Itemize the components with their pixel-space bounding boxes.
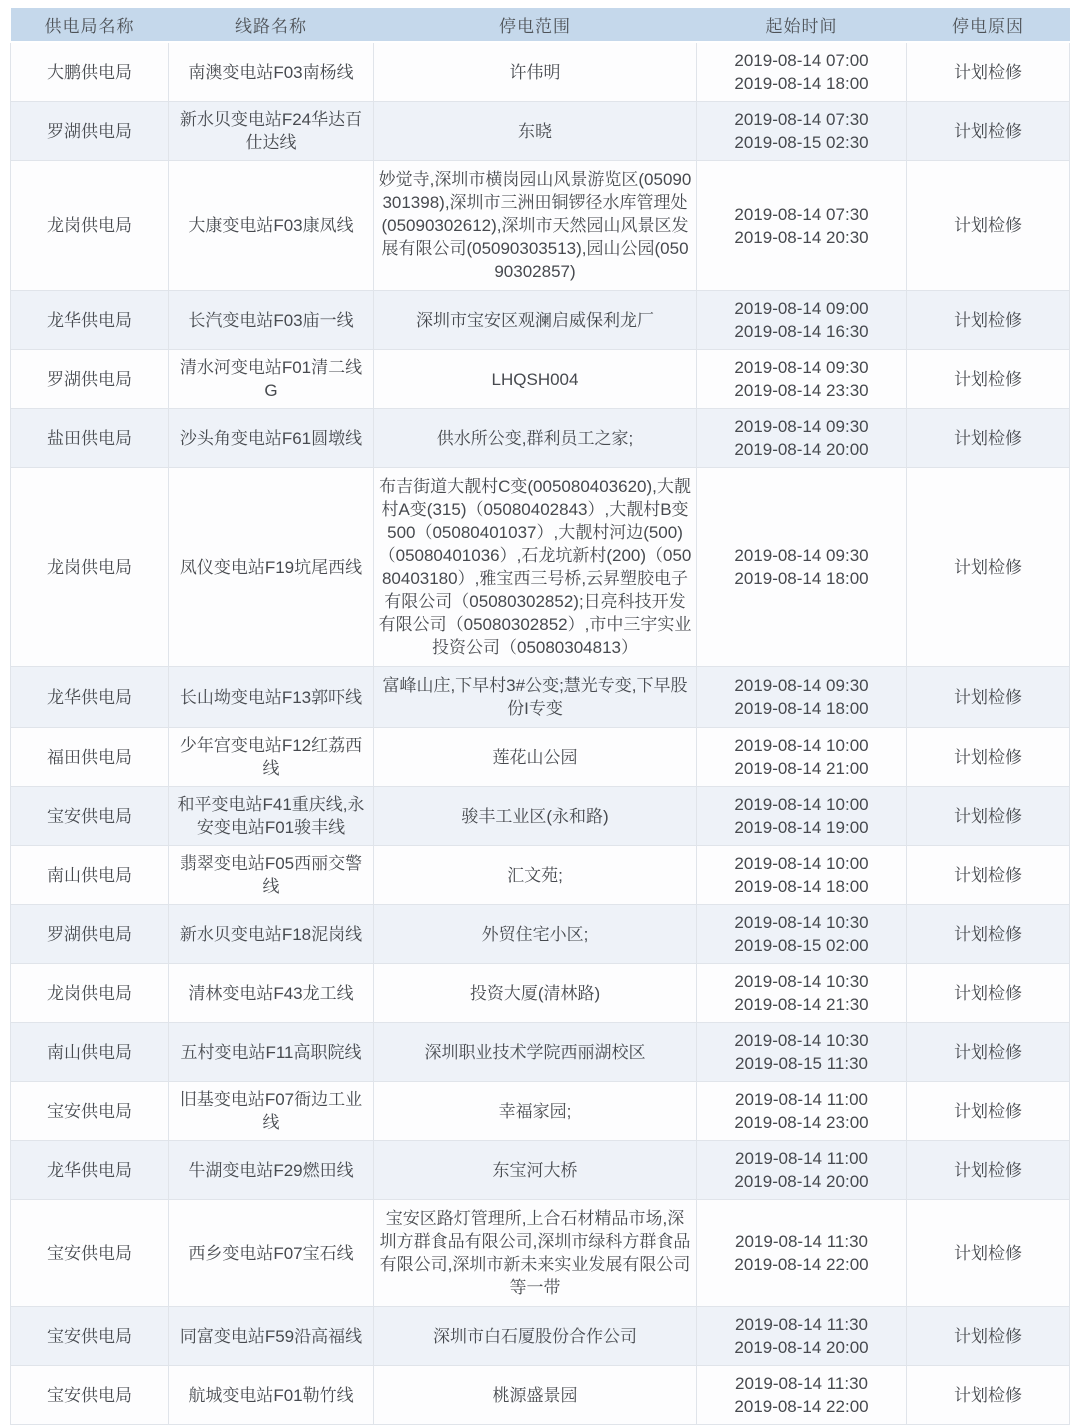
cell-time-range [697, 102, 907, 161]
cell-outage-reason: 计划检修 [907, 161, 1070, 291]
cell-bureau-name: 大鹏供电局 [11, 42, 169, 102]
cell-time-range [697, 161, 907, 291]
table-row [11, 291, 1070, 350]
start-time: 2019-08-14 11:00 [735, 1090, 868, 1109]
cell-outage-scope: 幸福家园; [374, 1082, 697, 1141]
table-row [11, 1141, 1070, 1200]
cell-line-name: 大康变电站F03康凤线 [169, 161, 374, 291]
cell-bureau-name: 宝安供电局 [11, 1082, 169, 1141]
table-row [11, 1200, 1070, 1307]
table-row [11, 161, 1070, 291]
cell-line-name: 和平变电站F41重庆线,永安变电站F01骏丰线 [169, 787, 374, 846]
cell-line-name: 清林变电站F43龙工线 [169, 964, 374, 1023]
cell-outage-scope: 莲花山公园 [374, 728, 697, 787]
cell-outage-scope: 东宝河大桥 [374, 1141, 697, 1200]
cell-bureau-name: 宝安供电局 [11, 1307, 169, 1366]
cell-line-name: 长汽变电站F03庙一线 [169, 291, 374, 350]
end-time: 2019-08-14 23:30 [734, 381, 869, 400]
cell-time-range [697, 1023, 907, 1082]
end-time: 2019-08-14 16:30 [734, 322, 869, 341]
cell-outage-reason: 计划检修 [907, 1023, 1070, 1082]
end-time: 2019-08-14 22:00 [734, 1397, 869, 1416]
cell-outage-scope: 布吉街道大靓村C变(005080403620),大靓村A变(315)（05080402843）,大靓村B变500（05080401037）,大靓村河边(500)（05080401036）,石龙坑新村(200)（05080403180）,雅宝西三号桥,云昇塑胶电子有限公司（05080302852);日亮科技开发有限公司（05080302852）,市中三宇实业投资公司（05080304813） [374, 468, 697, 667]
cell-line-name: 凤仪变电站F19坑尾西线 [169, 468, 374, 667]
start-time: 2019-08-14 11:30 [735, 1315, 868, 1334]
start-time: 2019-08-14 09:30 [734, 676, 869, 695]
end-time: 2019-08-14 18:00 [734, 569, 869, 588]
cell-bureau-name: 龙华供电局 [11, 667, 169, 728]
end-time: 2019-08-15 11:30 [735, 1054, 868, 1073]
cell-outage-reason: 计划检修 [907, 1200, 1070, 1307]
cell-bureau-name: 龙岗供电局 [11, 468, 169, 667]
cell-time-range [697, 1141, 907, 1200]
start-time: 2019-08-14 07:30 [734, 204, 869, 224]
cell-outage-scope: 深圳市宝安区观澜启威保利龙厂 [374, 291, 697, 350]
cell-outage-scope: 外贸住宅小区; [374, 905, 697, 964]
table-row [11, 1307, 1070, 1366]
start-time: 2019-08-14 10:00 [734, 736, 869, 755]
cell-outage-reason: 计划检修 [907, 846, 1070, 905]
start-time: 2019-08-14 11:00 [735, 1149, 868, 1168]
end-time: 2019-08-14 23:00 [734, 1113, 869, 1132]
cell-line-name: 少年宫变电站F12红荔西线 [169, 728, 374, 787]
end-time: 2019-08-14 20:30 [734, 227, 869, 247]
cell-bureau-name: 龙岗供电局 [11, 161, 169, 291]
cell-line-name: 沙头角变电站F61圆墩线 [169, 409, 374, 468]
cell-time-range [697, 1082, 907, 1141]
table-row [11, 667, 1070, 728]
cell-outage-scope: 供水所公变,群利员工之家; [374, 409, 697, 468]
start-time: 2019-08-14 09:30 [734, 358, 869, 377]
table-row [11, 787, 1070, 846]
cell-time-range [697, 409, 907, 468]
cell-outage-scope: 桃源盛景园 [374, 1366, 697, 1425]
cell-outage-scope: 汇文苑; [374, 846, 697, 905]
end-time: 2019-08-14 19:00 [734, 818, 869, 837]
cell-outage-scope: 富峰山庄,下早村3#公变;慧光专变,下早股份I专变 [374, 667, 697, 728]
cell-time-range [697, 964, 907, 1023]
cell-outage-scope: LHQSH004 [374, 350, 697, 409]
table-row [11, 102, 1070, 161]
cell-time-range [697, 787, 907, 846]
table-row [11, 1082, 1070, 1141]
cell-line-name: 旧基变电站F07衙边工业线 [169, 1082, 374, 1141]
cell-outage-reason: 计划检修 [907, 787, 1070, 846]
cell-bureau-name: 罗湖供电局 [11, 905, 169, 964]
cell-line-name: 牛湖变电站F29燃田线 [169, 1141, 374, 1200]
cell-time-range [697, 905, 907, 964]
cell-outage-reason: 计划检修 [907, 728, 1070, 787]
cell-bureau-name: 福田供电局 [11, 728, 169, 787]
cell-outage-reason: 计划检修 [907, 667, 1070, 728]
end-time: 2019-08-14 21:30 [734, 995, 869, 1014]
cell-time-range [697, 350, 907, 409]
cell-bureau-name: 罗湖供电局 [11, 350, 169, 409]
cell-time-range [697, 291, 907, 350]
cell-outage-reason: 计划检修 [907, 1141, 1070, 1200]
table-row [11, 42, 1070, 102]
cell-outage-reason: 计划检修 [907, 42, 1070, 102]
header-row [11, 8, 1070, 42]
cell-outage-scope: 深圳职业技术学院西丽湖校区 [374, 1023, 697, 1082]
cell-outage-scope: 骏丰工业区(永和路) [374, 787, 697, 846]
start-time: 2019-08-14 11:30 [735, 1232, 868, 1251]
cell-time-range [697, 846, 907, 905]
cell-outage-scope: 宝安区路灯管理所,上合石材精品市场,深圳方群食品有限公司,深圳市绿科方群食品有限公司,深圳市新未来实业发展有限公司等一带 [374, 1200, 697, 1307]
table-row [11, 905, 1070, 964]
cell-bureau-name: 罗湖供电局 [11, 102, 169, 161]
table-row [11, 409, 1070, 468]
cell-outage-reason: 计划检修 [907, 291, 1070, 350]
end-time: 2019-08-14 18:00 [734, 877, 869, 896]
cell-line-name: 新水贝变电站F18泥岗线 [169, 905, 374, 964]
cell-bureau-name: 宝安供电局 [11, 1200, 169, 1307]
cell-bureau-name: 龙华供电局 [11, 291, 169, 350]
end-time: 2019-08-14 20:00 [734, 440, 869, 459]
cell-outage-reason: 计划检修 [907, 1082, 1070, 1141]
end-time: 2019-08-15 02:00 [734, 936, 869, 955]
end-time: 2019-08-14 22:00 [734, 1255, 869, 1274]
cell-outage-scope: 许伟明 [374, 42, 697, 102]
cell-outage-reason: 计划检修 [907, 102, 1070, 161]
cell-outage-scope: 妙觉寺,深圳市横岗园山风景游览区(05090301398),深圳市三洲田铜锣径水库管理处(05090302612),深圳市天然园山风景区发展有限公司(05090303513),园山公园(05090302857) [374, 161, 697, 291]
header-cell-time: 起始时间 [697, 8, 907, 42]
cell-line-name: 五村变电站F11高职院线 [169, 1023, 374, 1082]
cell-bureau-name: 南山供电局 [11, 1023, 169, 1082]
start-time: 2019-08-14 07:30 [734, 110, 869, 129]
table-row [11, 350, 1070, 409]
start-time: 2019-08-14 10:30 [734, 1031, 869, 1050]
start-time: 2019-08-14 10:00 [734, 795, 869, 814]
cell-bureau-name: 龙岗供电局 [11, 964, 169, 1023]
table-row [11, 1366, 1070, 1425]
end-time: 2019-08-14 18:00 [734, 74, 869, 93]
cell-line-name: 西乡变电站F07宝石线 [169, 1200, 374, 1307]
table-row [11, 728, 1070, 787]
cell-bureau-name: 龙华供电局 [11, 1141, 169, 1200]
cell-time-range [697, 1200, 907, 1307]
cell-line-name: 清水河变电站F01清二线G [169, 350, 374, 409]
cell-bureau-name: 南山供电局 [11, 846, 169, 905]
cell-outage-reason: 计划检修 [907, 468, 1070, 667]
cell-outage-reason: 计划检修 [907, 905, 1070, 964]
cell-time-range [697, 468, 907, 667]
cell-outage-reason: 计划检修 [907, 1307, 1070, 1366]
cell-line-name: 长山坳变电站F13郭吓线 [169, 667, 374, 728]
cell-time-range [697, 42, 907, 102]
start-time: 2019-08-14 09:30 [734, 417, 869, 436]
cell-bureau-name: 宝安供电局 [11, 787, 169, 846]
cell-line-name: 翡翠变电站F05西丽交警线 [169, 846, 374, 905]
table-row [11, 846, 1070, 905]
cell-outage-scope: 深圳市白石厦股份合作公司 [374, 1307, 697, 1366]
cell-time-range [697, 667, 907, 728]
cell-time-range [697, 1366, 907, 1425]
start-time: 2019-08-14 10:30 [734, 913, 869, 932]
end-time: 2019-08-14 20:00 [734, 1338, 869, 1357]
cell-outage-reason: 计划检修 [907, 409, 1070, 468]
end-time: 2019-08-14 20:00 [734, 1172, 869, 1191]
end-time: 2019-08-14 18:00 [734, 699, 869, 718]
cell-line-name: 航城变电站F01勒竹线 [169, 1366, 374, 1425]
table-row [11, 964, 1070, 1023]
cell-line-name: 南澳变电站F03南杨线 [169, 42, 374, 102]
start-time: 2019-08-14 09:00 [734, 299, 869, 318]
end-time: 2019-08-14 21:00 [734, 759, 869, 778]
cell-bureau-name: 盐田供电局 [11, 409, 169, 468]
table-row [11, 468, 1070, 667]
cell-line-name: 同富变电站F59沿高福线 [169, 1307, 374, 1366]
power-outage-table [10, 8, 1070, 1425]
cell-outage-scope: 东晓 [374, 102, 697, 161]
cell-outage-reason: 计划检修 [907, 1366, 1070, 1425]
cell-outage-reason: 计划检修 [907, 350, 1070, 409]
start-time: 2019-08-14 09:30 [734, 546, 869, 565]
cell-outage-scope: 投资大厦(清林路) [374, 964, 697, 1023]
start-time: 2019-08-14 10:00 [734, 854, 869, 873]
cell-outage-reason: 计划检修 [907, 964, 1070, 1023]
cell-bureau-name: 宝安供电局 [11, 1366, 169, 1425]
cell-time-range [697, 728, 907, 787]
end-time: 2019-08-15 02:30 [734, 133, 869, 152]
header-cell-scope: 停电范围 [374, 8, 697, 42]
header-cell-bureau: 供电局名称 [11, 8, 169, 42]
start-time: 2019-08-14 10:30 [734, 972, 869, 991]
cell-line-name: 新水贝变电站F24华达百仕达线 [169, 102, 374, 161]
start-time: 2019-08-14 07:00 [734, 51, 869, 70]
start-time: 2019-08-14 11:30 [735, 1374, 868, 1393]
header-cell-line: 线路名称 [169, 8, 374, 42]
header-cell-reason: 停电原因 [907, 8, 1070, 42]
table-row [11, 1023, 1070, 1082]
cell-time-range [697, 1307, 907, 1366]
